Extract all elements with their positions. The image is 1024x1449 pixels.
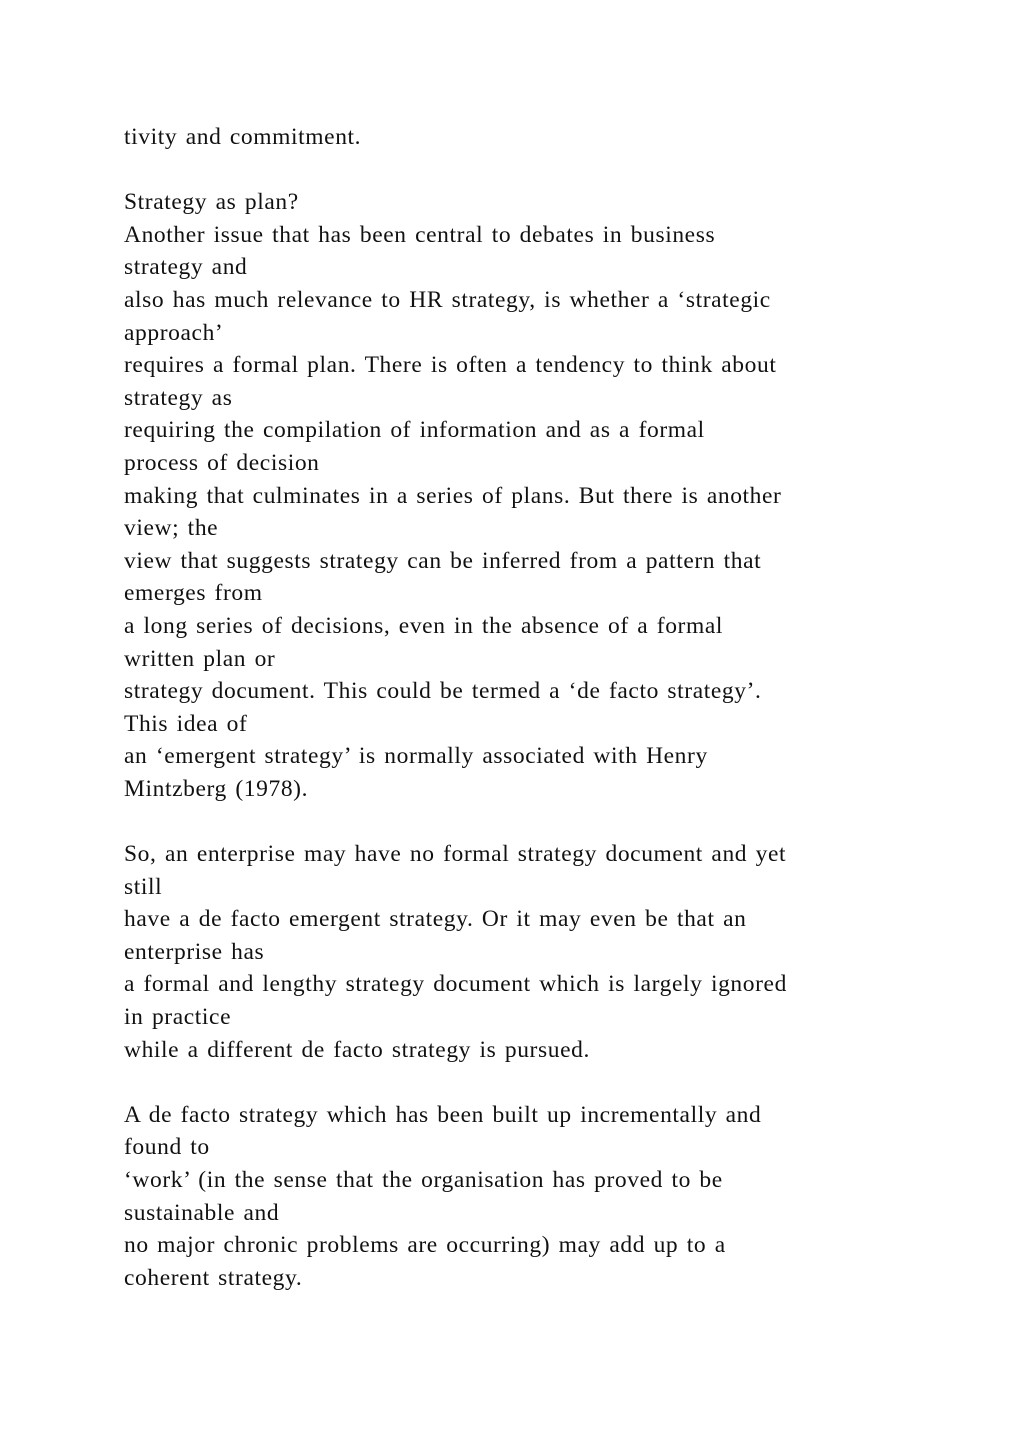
- text-line: A de facto strategy which has been built up incrementally and: [124, 1101, 762, 1128]
- text-line: view that suggests strategy can be inferred from a pattern that: [124, 547, 762, 574]
- section-heading: Strategy as plan?: [124, 189, 299, 216]
- text-line: no major chronic problems are occurring) may add up to a: [124, 1232, 726, 1259]
- text-line: have a de facto emergent strategy. Or it may even be that an: [124, 906, 747, 933]
- text-line: a long series of decisions, even in the absence of a formal: [124, 612, 724, 639]
- text-line: emerges from: [124, 580, 263, 607]
- text-line: Mintzberg (1978).: [124, 775, 309, 802]
- text-line: view; the: [124, 515, 219, 542]
- text-line: in practice: [124, 1004, 232, 1031]
- text-line: tivity and commitment.: [124, 124, 362, 150]
- text-line: still: [124, 873, 163, 900]
- paragraph-break: [124, 1066, 924, 1099]
- text-line: a formal and lengthy strategy document which is largely ignored: [124, 971, 787, 998]
- document-page: [124, 121, 924, 1294]
- text-line: Another issue that has been central to debates in business: [124, 221, 716, 248]
- text-line: This idea of: [124, 710, 248, 737]
- text-line: an ‘emergent strategy’ is normally associated with Henry: [124, 743, 708, 770]
- text-line: ‘work’ (in the sense that the organisation has proved to be: [124, 1167, 723, 1193]
- text-line: found to: [124, 1134, 210, 1161]
- text-line: requires a formal plan. There is often a tendency to think about: [124, 352, 777, 379]
- text-line: strategy as: [124, 384, 233, 411]
- text-line: coherent strategy.: [124, 1264, 303, 1291]
- text-line: sustainable and: [124, 1199, 280, 1226]
- text-line: So, an enterprise may have no formal strategy document and yet: [124, 841, 787, 868]
- text-line: also has much relevance to HR strategy, is whether a ‘strategic: [124, 286, 771, 313]
- paragraph-break: [124, 805, 924, 838]
- text-line: requiring the compilation of information and as a formal: [124, 417, 705, 444]
- text-line: process of decision: [124, 449, 320, 476]
- text-line: approach’: [124, 319, 224, 346]
- text-line: written plan or: [124, 645, 276, 672]
- text-line: strategy and: [124, 254, 248, 281]
- text-line: enterprise has: [124, 938, 265, 965]
- paragraph-break: [124, 154, 924, 187]
- text-line: strategy document. This could be termed a ‘de facto strategy’.: [124, 678, 762, 705]
- text-line: making that culminates in a series of plans. But there is another: [124, 482, 782, 509]
- text-line: while a different de facto strategy is pursued.: [124, 1036, 590, 1063]
